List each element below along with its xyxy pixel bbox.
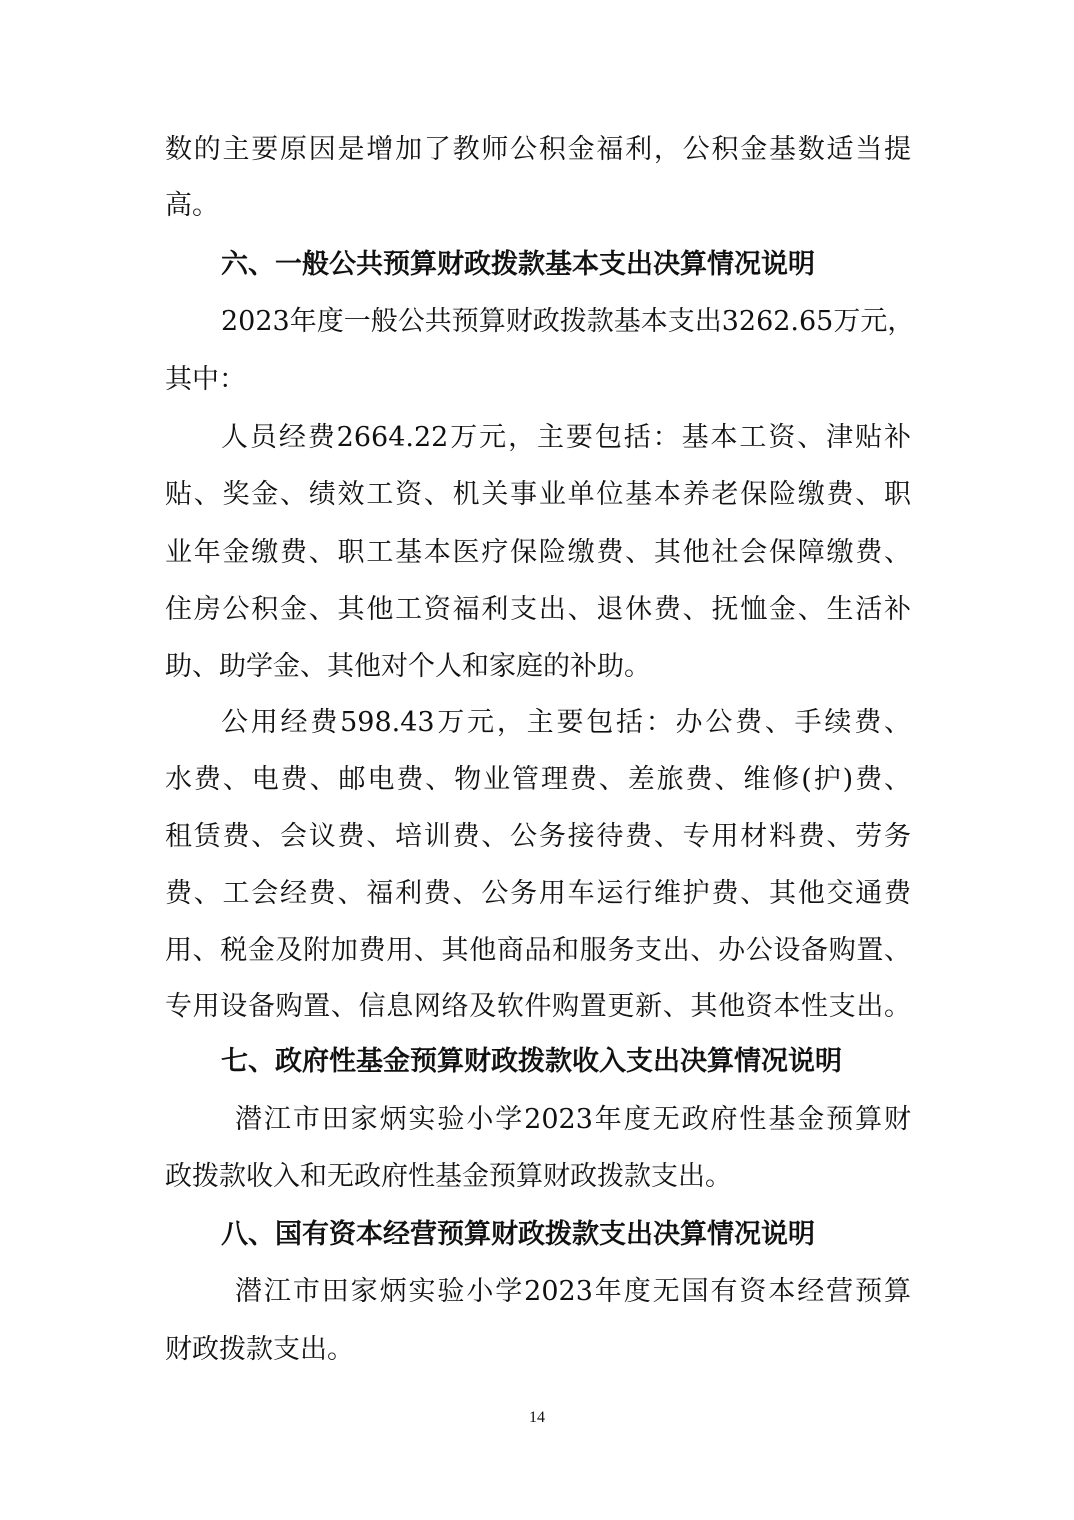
section-heading: 六、一般公共预算财政拨款基本支出决算情况说明 xyxy=(221,249,815,280)
paragraph-line: 水费、电费、邮电费、物业管理费、差旅费、维修(护)费、 xyxy=(165,764,911,795)
paragraph-line: 数的主要原因是增加了教师公积金福利，公积金基数适当提 xyxy=(165,134,911,165)
paragraph-line: 2023年度一般公共预算财政拨款基本支出3262.65万元， xyxy=(221,306,915,337)
paragraph-line: 高。 xyxy=(165,190,219,221)
section-heading: 八、国有资本经营预算财政拨款支出决算情况说明 xyxy=(221,1219,815,1250)
paragraph-line: 其中： xyxy=(165,364,246,395)
paragraph-line: 住房公积金、其他工资福利支出、退休费、抚恤金、生活补 xyxy=(165,594,911,625)
paragraph-line: 公用经费598.43万元，主要包括：办公费、手续费、 xyxy=(221,707,911,738)
paragraph-line: 业年金缴费、职工基本医疗保险缴费、其他社会保障缴费、 xyxy=(165,537,911,568)
section-heading: 七、政府性基金预算财政拨款收入支出决算情况说明 xyxy=(221,1046,842,1077)
paragraph-line: 贴、奖金、绩效工资、机关事业单位基本养老保险缴费、职 xyxy=(165,479,911,510)
page-number: 14 xyxy=(529,1409,545,1426)
paragraph-line: 租赁费、会议费、培训费、公务接待费、专用材料费、劳务 xyxy=(165,821,911,852)
paragraph-line: 财政拨款支出。 xyxy=(165,1334,354,1365)
paragraph-line: 潜江市田家炳实验小学2023年度无国有资本经营预算 xyxy=(235,1276,911,1307)
paragraph-line: 人员经费2664.22万元，主要包括：基本工资、津贴补 xyxy=(221,422,911,453)
paragraph-line: 费、工会经费、福利费、公务用车运行维护费、其他交通费 xyxy=(165,878,911,909)
paragraph-line: 专用设备购置、信息网络及软件购置更新、其他资本性支出。 xyxy=(165,991,911,1022)
paragraph-line: 助、助学金、其他对个人和家庭的补助。 xyxy=(165,651,651,682)
paragraph-line: 潜江市田家炳实验小学2023年度无政府性基金预算财 xyxy=(235,1104,911,1135)
paragraph-line: 用、税金及附加费用、其他商品和服务支出、办公设备购置、 xyxy=(165,935,911,966)
paragraph-line: 政拨款收入和无政府性基金预算财政拨款支出。 xyxy=(165,1161,732,1192)
